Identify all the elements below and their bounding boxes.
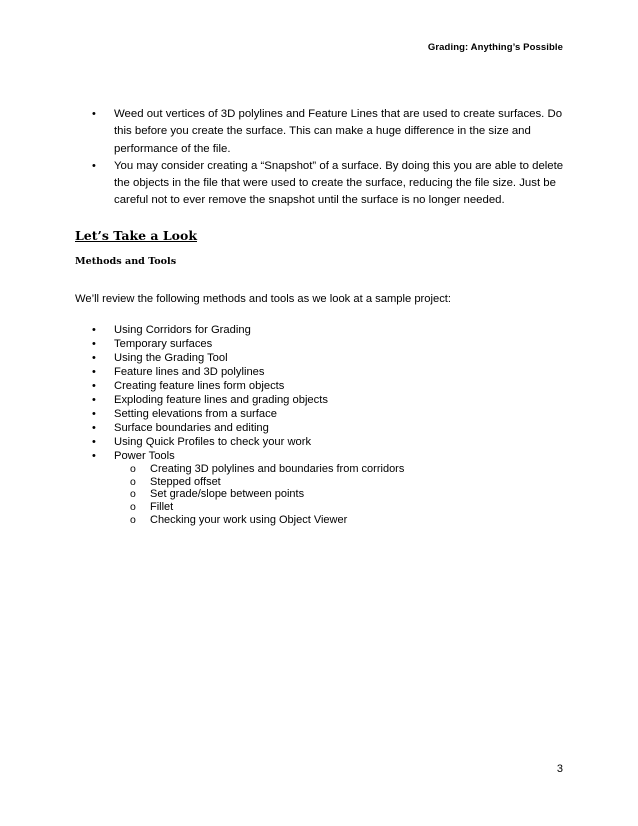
intro-paragraph: We’ll review the following methods and tools as we look at a sample project: xyxy=(75,293,452,305)
tip-text: You may consider creating a “Snapshot” of a surface. By doing this you are able to delete the objects in the file that were used to create the surface, reducing the file size. Just be careful not to ever remove the snapshot until the surface is no longer needed. xyxy=(114,159,564,207)
bullet-icon: • xyxy=(92,380,96,392)
circle-bullet-icon: o xyxy=(130,513,136,526)
sublist-item xyxy=(130,476,404,489)
circle-bullet-icon: o xyxy=(130,475,136,488)
list-item-label: Power Tools xyxy=(114,450,175,462)
bullet-icon: • xyxy=(92,436,96,448)
bullet-icon: • xyxy=(92,422,96,434)
methods-tools-list xyxy=(90,323,404,527)
sublist-item-label: Fillet xyxy=(150,501,174,514)
bullet-icon: • xyxy=(92,108,96,120)
sublist-item-label: Set grade/slope between points xyxy=(150,488,305,501)
list-item xyxy=(90,407,404,421)
page-number: 3 xyxy=(556,763,563,775)
list-item-label: Creating feature lines form objects xyxy=(114,380,285,392)
list-item xyxy=(90,365,404,379)
bullet-icon: • xyxy=(92,352,96,364)
bullet-icon: • xyxy=(92,324,96,336)
list-item xyxy=(90,393,404,407)
list-item xyxy=(90,337,404,351)
list-item xyxy=(90,323,404,337)
list-item-power-tools xyxy=(90,449,404,527)
tip-text: Weed out vertices of 3D polylines and Feature Lines that are used to create surfaces. Do this before you create the surface. This can make a huge difference in the size and performance of the file. xyxy=(114,108,563,155)
list-item xyxy=(90,435,404,449)
bullet-icon: • xyxy=(92,159,96,172)
sublist-item xyxy=(130,501,404,514)
list-item-label: Using the Grading Tool xyxy=(114,352,228,364)
circle-bullet-icon: o xyxy=(130,488,136,501)
circle-bullet-icon: o xyxy=(130,463,136,475)
section-subheading: Methods and Tools xyxy=(75,256,177,267)
list-item xyxy=(90,379,404,393)
power-tools-sublist xyxy=(130,463,404,527)
circle-bullet-icon: o xyxy=(130,501,136,514)
list-item-label: Surface boundaries and editing xyxy=(114,422,269,434)
bullet-icon: • xyxy=(92,366,96,378)
list-item-label: Feature lines and 3D polylines xyxy=(114,366,265,378)
sublist-item-label: Creating 3D polylines and boundaries from corridors xyxy=(150,463,405,475)
bullet-icon: • xyxy=(92,450,96,462)
bullet-icon: • xyxy=(92,408,96,420)
list-item-label: Temporary surfaces xyxy=(114,338,213,350)
section-heading: Let’s Take a Look xyxy=(75,228,198,243)
list-item xyxy=(90,158,570,210)
sublist-item xyxy=(130,488,404,501)
list-item-label: Exploding feature lines and grading objects xyxy=(114,394,328,406)
sublist-item xyxy=(130,463,404,476)
bullet-icon: • xyxy=(92,338,96,350)
sublist-item-label: Stepped offset xyxy=(150,475,221,488)
list-item xyxy=(90,421,404,435)
running-header: Grading: Anything’s Possible xyxy=(427,42,563,53)
list-item xyxy=(90,106,570,158)
tips-bullet-list xyxy=(90,106,570,210)
list-item-label: Using Corridors for Grading xyxy=(114,324,251,336)
sublist-item-label: Checking your work using Object Viewer xyxy=(150,513,348,526)
sublist-item xyxy=(130,514,404,527)
list-item-label: Setting elevations from a surface xyxy=(114,408,277,420)
list-item-label: Using Quick Profiles to check your work xyxy=(114,436,312,448)
list-item xyxy=(90,351,404,365)
bullet-icon: • xyxy=(92,394,96,406)
